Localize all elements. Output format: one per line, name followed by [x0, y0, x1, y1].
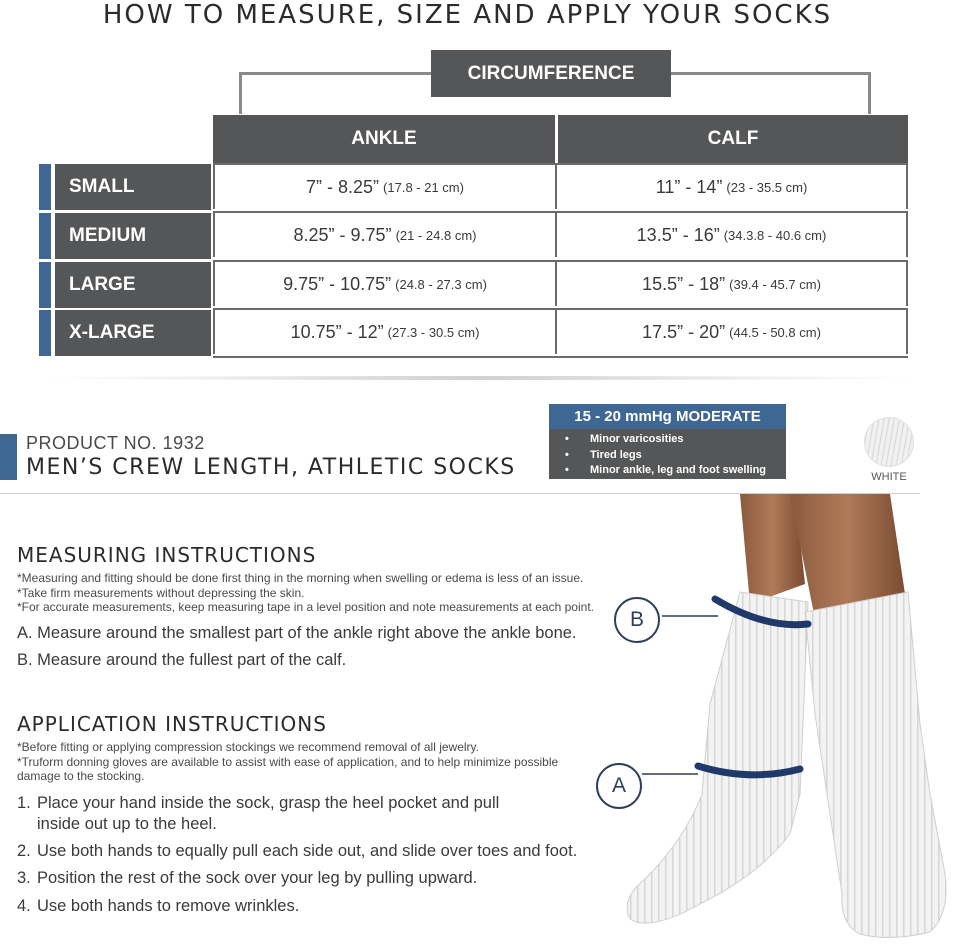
ankle-cm: (24.8 - 27.3 cm) [395, 276, 487, 292]
application-step [17, 896, 299, 917]
indication-text: Tired legs [590, 448, 642, 461]
measurement-point-b-badge: B [614, 597, 660, 643]
calf-cm: (39.4 - 45.7 cm) [729, 276, 821, 292]
section-divider [40, 376, 920, 380]
application-title: APPLICATION INSTRUCTIONS [17, 712, 327, 736]
application-step [17, 841, 577, 862]
measurement-point-a-badge: A [596, 763, 642, 809]
ankle-inches: 7” - 8.25” [306, 176, 380, 197]
ankle-cm: (17.8 - 21 cm) [383, 179, 464, 195]
calf-cm: (44.5 - 50.8 cm) [729, 324, 821, 340]
step-text-continued: inside out up to the heel. [37, 815, 217, 833]
calf-inches: 15.5” - 18” [642, 273, 726, 294]
step-text: Place your hand inside the sock, grasp the heel pocket and pull [37, 794, 500, 812]
product-name: MEN’S CREW LENGTH, ATHLETIC SOCKS [26, 455, 516, 480]
calf-cell [556, 260, 908, 306]
calf-cm: (34.3.8 - 40.6 cm) [723, 227, 827, 243]
indication-item [565, 463, 786, 479]
step-number: 3. [17, 869, 31, 887]
calf-cm: (23 - 35.5 cm) [726, 179, 808, 195]
ankle-cell [213, 211, 556, 257]
row-accent-bar [39, 213, 51, 259]
size-label: MEDIUM [55, 213, 211, 259]
measuring-step-b: B. Measure around the fullest part of the calf. [17, 651, 347, 669]
indication-text: Minor ankle, leg and foot swelling [590, 464, 767, 476]
application-note: *Truform donning gloves are available to assist with ease of application, and to help minimize possible [17, 754, 559, 769]
measuring-step-a: A. Measure around the smallest part of the ankle right above the ankle bone. [17, 624, 577, 642]
ankle-cm: (27.3 - 30.5 cm) [387, 324, 480, 340]
measuring-note: *For accurate measurements, keep measuring tape in a level position and note measurements at each point. [17, 600, 594, 614]
product-number: PRODUCT NO. 1932 [26, 433, 205, 453]
calf-inches: 11” - 14” [655, 176, 723, 197]
size-label: LARGE [55, 262, 211, 308]
measuring-note: *Measuring and fitting should be done first thing in the morning when swelling or edema is less of an issue. [17, 571, 584, 585]
step-text: Use both hands to remove wrinkles. [37, 897, 300, 915]
ankle-inches: 8.25” - 9.75” [293, 224, 392, 245]
step-number: 1. [17, 794, 31, 812]
ankle-cell [213, 260, 556, 306]
color-swatch [864, 417, 914, 467]
step-text: Position the rest of the sock over your leg by pulling upward. [37, 869, 478, 887]
calf-inches: 17.5” - 20” [642, 321, 726, 342]
calf-cell [556, 308, 908, 354]
size-label: SMALL [55, 164, 211, 210]
back-sock [627, 592, 808, 923]
bullet-icon: • [565, 433, 569, 445]
column-header-calf: CALF [558, 115, 908, 163]
row-accent-bar [39, 262, 51, 308]
compression-level-box [549, 404, 786, 479]
size-label: X-LARGE [55, 310, 211, 356]
indication-item [565, 448, 786, 464]
calf-cell [556, 211, 908, 257]
application-note: damage to the stocking. [17, 769, 145, 783]
page-title: HOW TO MEASURE, SIZE AND APPLY YOUR SOCKS [102, 0, 833, 30]
sock-illustration [590, 494, 960, 944]
product-accent-bar [0, 434, 17, 480]
ankle-cm: (21 - 24.8 cm) [395, 227, 477, 243]
application-note: *Before fitting or applying compression stockings we recommend removal of all jewelry. [17, 740, 479, 754]
bullet-icon: • [565, 448, 569, 461]
bullet-icon: • [565, 464, 569, 476]
calf-cell [556, 163, 908, 209]
step-number: 2. [17, 842, 31, 860]
table-bottom-border [213, 356, 908, 358]
application-step [17, 868, 477, 889]
front-sock [805, 592, 946, 938]
compression-label: 15 - 20 mmHg MODERATE [549, 404, 786, 429]
circumference-header: CIRCUMFERENCE [431, 50, 671, 97]
row-accent-bar [39, 310, 51, 356]
ankle-cell [213, 308, 556, 354]
step-text: Use both hands to equally pull each side out, and slide over toes and foot. [37, 842, 578, 860]
ankle-inches: 9.75” - 10.75” [283, 273, 392, 294]
indication-text: Minor varicosities [590, 433, 684, 445]
application-step [17, 793, 499, 835]
measuring-note: *Take firm measurements without depressing the skin. [17, 585, 305, 600]
color-label: WHITE [871, 471, 907, 483]
measuring-title: MEASURING INSTRUCTIONS [17, 543, 317, 567]
column-header-ankle: ANKLE [213, 115, 555, 163]
row-accent-bar [39, 164, 51, 210]
indication-item [565, 432, 786, 448]
compression-indications [549, 429, 786, 479]
step-number: 4. [17, 897, 31, 915]
ankle-inches: 10.75” - 12” [290, 321, 384, 342]
calf-inches: 13.5” - 16” [636, 224, 720, 245]
ankle-cell [213, 163, 556, 209]
